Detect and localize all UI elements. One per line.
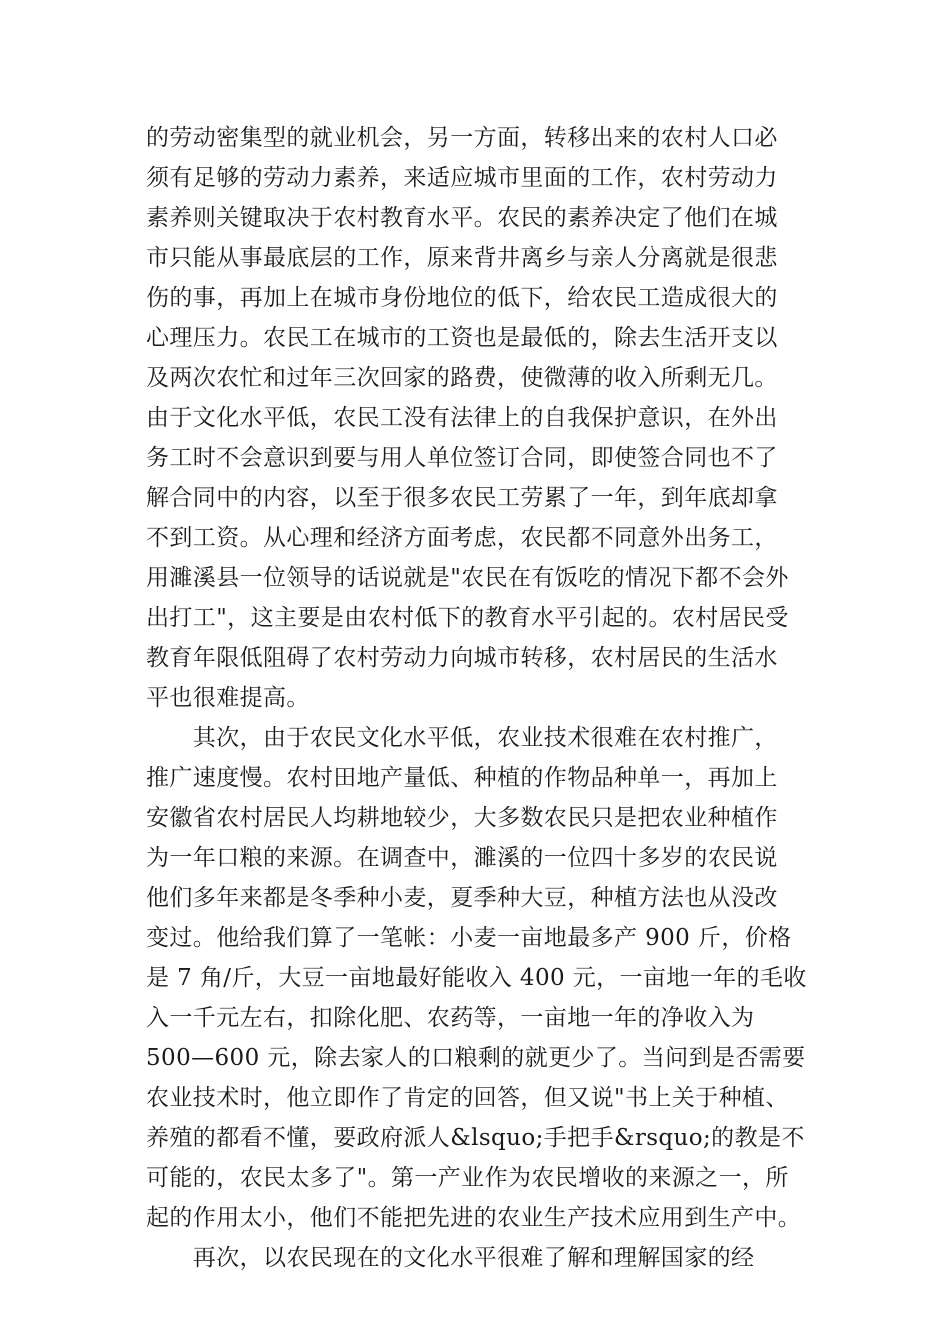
- text-line: 用濉溪县一位领导的话说就是"农民在有饭吃的情况下都不会外: [146, 565, 789, 591]
- text-line: 出打工"，这主要是由农村低下的教育水平引起的。农村居民受: [146, 605, 789, 631]
- text-line: 养殖的都看不懂，要政府派人&lsquo;手把手&rsquo;的教是不: [146, 1125, 805, 1151]
- text-line: 市只能从事最底层的工作，原来背井离乡与亲人分离就是很悲: [146, 245, 778, 271]
- text-line: 500—600 元，除去家人的口粮剩的就更少了。当问到是否需要: [146, 1045, 806, 1071]
- text-line: 他们多年来都是冬季种小麦，夏季种大豆，种植方法也从没改: [146, 885, 778, 911]
- text-line: 是 7 角/斤，大豆一亩地最好能收入 400 元，一亩地一年的毛收: [146, 965, 807, 991]
- text-line: 由于文化水平低，农民工没有法律上的自我保护意识，在外出: [146, 405, 778, 431]
- text-line: 的劳动密集型的就业机会，另一方面，转移出来的农村人口必: [146, 125, 778, 151]
- text-line: 变过。他给我们算了一笔帐：小麦一亩地最多产 900 斤，价格: [146, 925, 792, 951]
- text-line: 安徽省农村居民人均耕地较少，大多数农民只是把农业种植作: [146, 805, 778, 831]
- text-line: 平也很难提高。: [146, 685, 310, 711]
- text-line: 解合同中的内容，以至于很多农民工劳累了一年，到年底却拿: [146, 485, 778, 511]
- text-line: 入一千元左右，扣除化肥、农药等，一亩地一年的净收入为: [146, 1005, 755, 1031]
- text-line: 务工时不会意识到要与用人单位签订合同，即使签合同也不了: [146, 445, 778, 471]
- text-line: 心理压力。农民工在城市的工资也是最低的，除去生活开支以: [146, 325, 778, 351]
- text-line: 须有足够的劳动力素养，来适应城市里面的工作，农村劳动力: [146, 165, 778, 191]
- text-line: 起的作用太小，他们不能把先进的农业生产技术应用到生产中。: [146, 1205, 802, 1231]
- body-text: [146, 118, 806, 1278]
- text-line: 伤的事，再加上在城市身份地位的低下，给农民工造成很大的: [146, 285, 778, 311]
- paragraph-start-line: 再次，以农民现在的文化水平很难了解和理解国家的经: [146, 1245, 755, 1271]
- text-line: 及两次农忙和过年三次回家的路费，使微薄的收入所剩无几。: [146, 365, 778, 391]
- text-line: 农业技术时，他立即作了肯定的回答，但又说"书上关于种植、: [146, 1085, 789, 1111]
- text-line: 可能的，农民太多了"。第一产业作为农民增收的来源之一，所: [146, 1165, 789, 1191]
- paragraph-start-line: 其次，由于农民文化水平低，农业技术很难在农村推广，: [146, 725, 778, 751]
- text-line: 为一年口粮的来源。在调查中，濉溪的一位四十多岁的农民说: [146, 845, 778, 871]
- text-line: 推广速度慢。农村田地产量低、种植的作物品种单一，再加上: [146, 765, 778, 791]
- text-line: 不到工资。从心理和经济方面考虑，农民都不同意外出务工，: [146, 525, 778, 551]
- text-line: 教育年限低阻碍了农村劳动力向城市转移，农村居民的生活水: [146, 645, 778, 671]
- text-line: 素养则关键取决于农村教育水平。农民的素养决定了他们在城: [146, 205, 778, 231]
